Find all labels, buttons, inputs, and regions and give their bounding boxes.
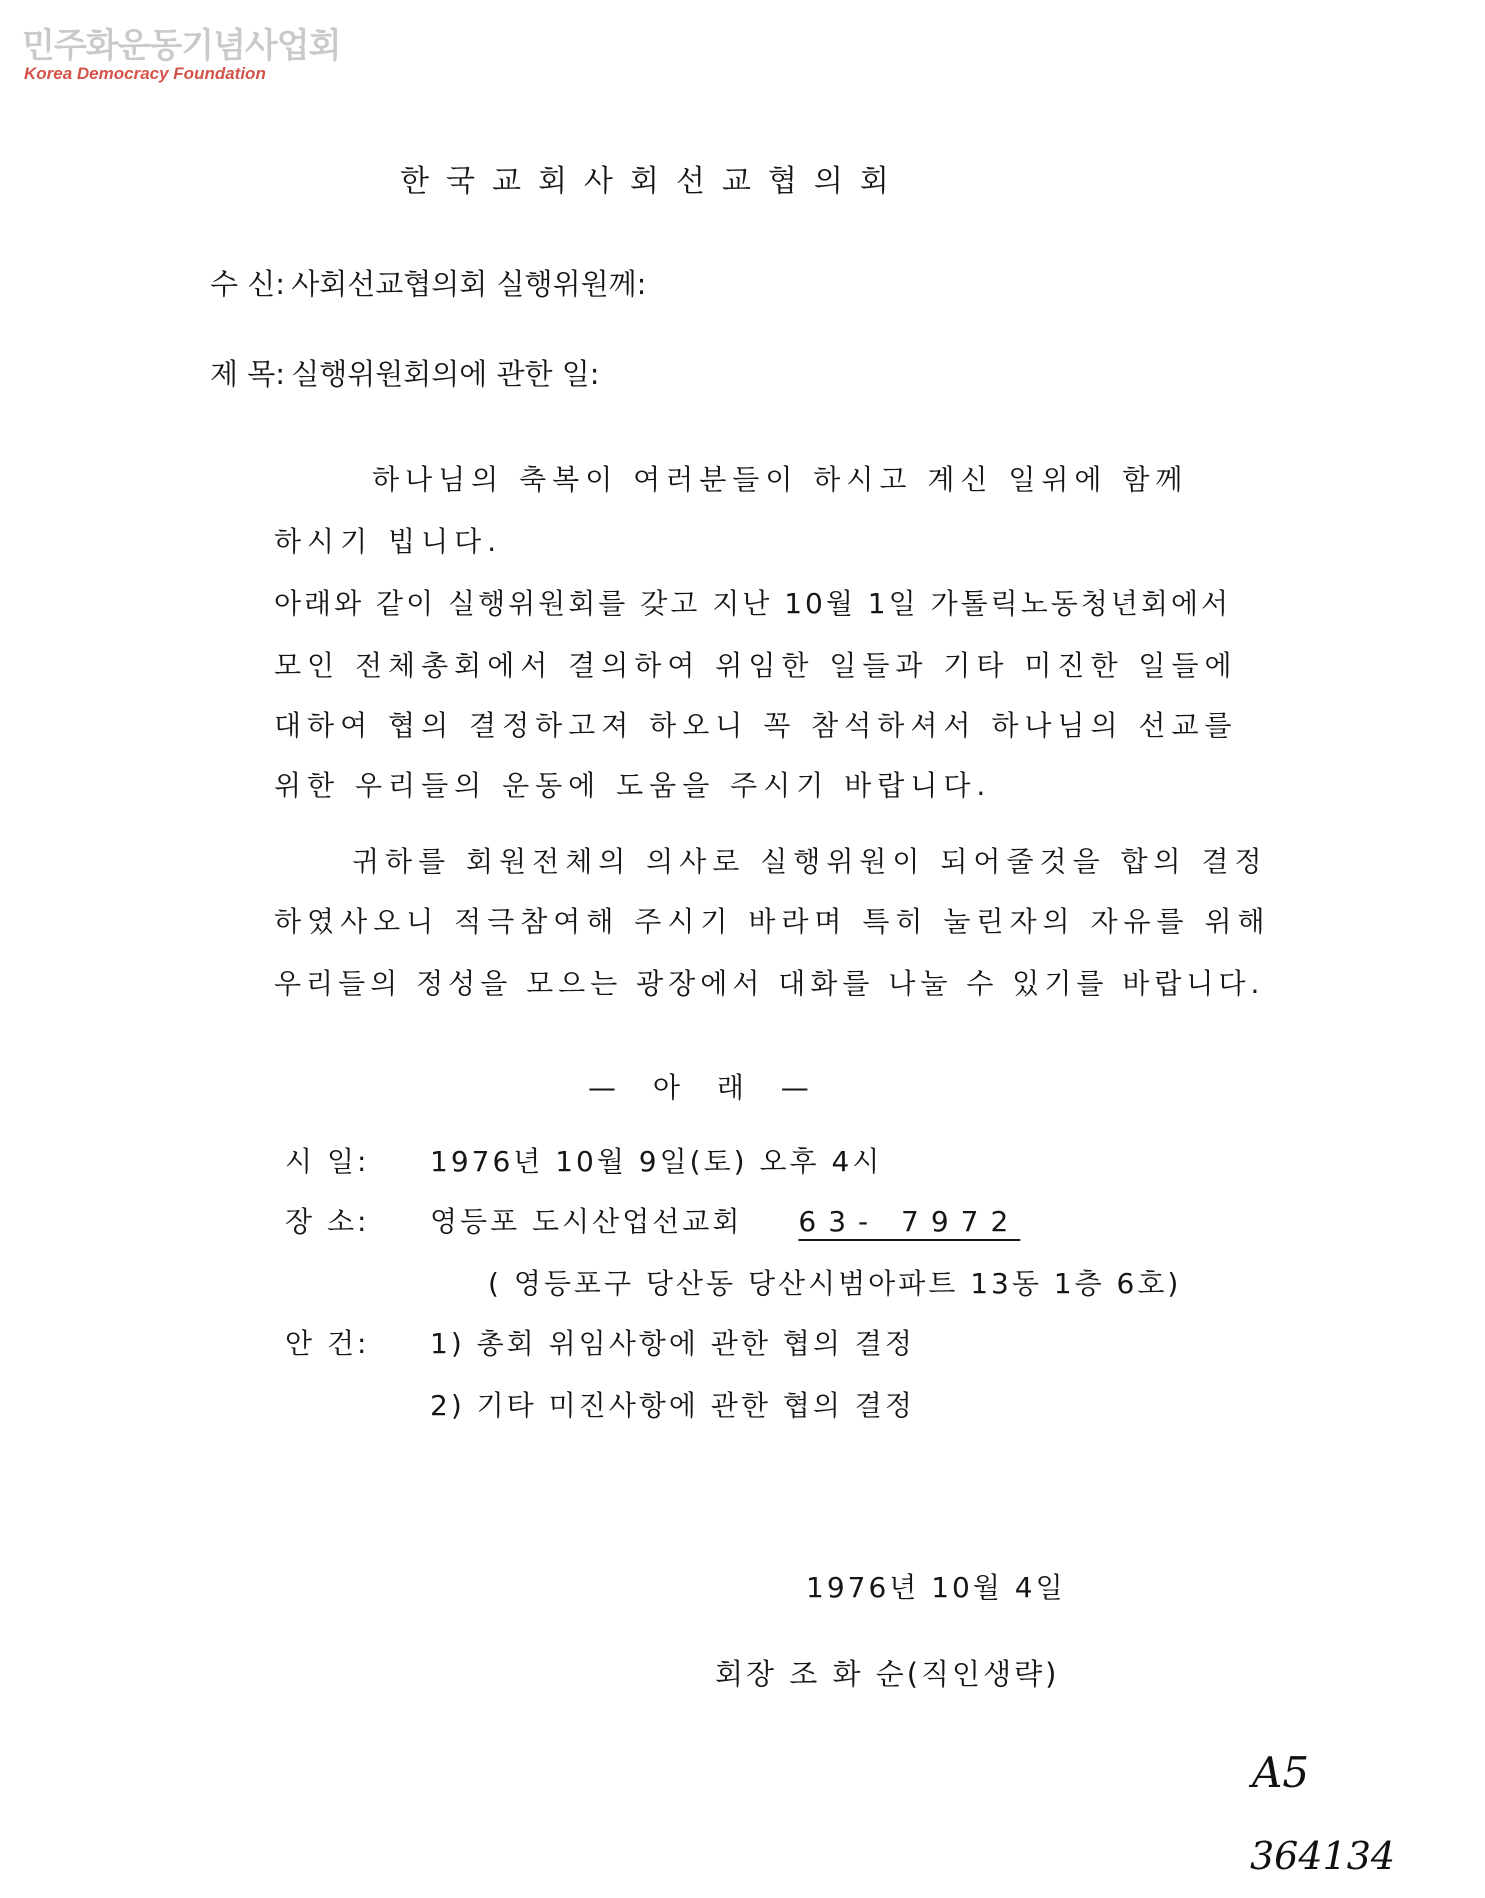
body-line-5: 대하여 협의 결정하고져 하오니 꼭 참석하셔서 하나님의 선교를 — [274, 709, 1238, 742]
body-line-8: 하였사오니 적극참여해 주시기 바라며 특히 눌린자의 자유를 위해 — [274, 905, 1271, 938]
subject-line — [210, 352, 600, 393]
subject-label: 제 목: — [210, 357, 286, 391]
detail-place-row — [285, 1200, 1020, 1240]
agenda-item-2: 2) 기타 미진사항에 관한 협의 결정 — [430, 1389, 915, 1422]
agenda-item-1: 1) 총회 위임사항에 관한 협의 결정 — [430, 1327, 915, 1360]
detail-date-label: 시 일: — [285, 1145, 370, 1178]
recipient-line — [210, 262, 646, 303]
recipient-label: 수 신: — [210, 267, 286, 301]
detail-place-value: 영등포 도시산업선교회 — [430, 1205, 743, 1238]
handwritten-mark: A5 — [1252, 1748, 1310, 1797]
body-line-6: 위한 우리들의 운동에 도움을 주시기 바랍니다. — [274, 769, 992, 802]
detail-agenda-row — [285, 1322, 915, 1362]
document-date: 1976년 10월 4일 — [806, 1571, 1066, 1604]
letterhead-title: 한국교회사회선교협의회 — [400, 164, 906, 199]
body-line-2: 하시기 빕니다. — [274, 525, 503, 558]
section-title: — 아 래 — — [588, 1071, 823, 1104]
detail-date-row — [285, 1140, 882, 1180]
body-line-1: 하나님의 축복이 여러분들이 하시고 계신 일위에 함께 — [372, 463, 1189, 496]
detail-date-value: 1976년 10월 9일(토) 오후 4시 — [430, 1145, 883, 1178]
recipient-value: 사회선교협의회 실행위원께: — [291, 267, 647, 301]
detail-agenda-label: 안 건: — [285, 1327, 370, 1360]
detail-place-phone: 63- 7972 — [798, 1205, 1021, 1238]
body-line-3: 아래와 같이 실행위원회를 갖고 지난 10월 1일 가톨릭노동청년회에서 — [274, 587, 1232, 620]
signature-line: 회장 조 화 순(직인생략) — [715, 1657, 1060, 1691]
watermark-korean: 민주화운동기념사업회 — [22, 26, 341, 66]
handwritten-number: 364134 — [1250, 1834, 1396, 1878]
watermark-english: Korea Democracy Foundation — [24, 64, 266, 83]
detail-place-label: 장 소: — [285, 1205, 370, 1238]
body-line-9: 우리들의 정성을 모으는 광장에서 대화를 나눌 수 있기를 바랍니다. — [274, 967, 1265, 1000]
subject-value: 실행위원회의에 관한 일: — [291, 357, 600, 391]
body-line-4: 모인 전체총회에서 결의하여 위임한 일들과 기타 미진한 일들에 — [274, 649, 1238, 682]
detail-place-address: ( 영등포구 당산동 당산시범아파트 13동 1층 6호) — [488, 1267, 1182, 1300]
body-line-7: 귀하를 회원전체의 의사로 실행위원이 되어줄것을 합의 결정 — [352, 845, 1268, 878]
